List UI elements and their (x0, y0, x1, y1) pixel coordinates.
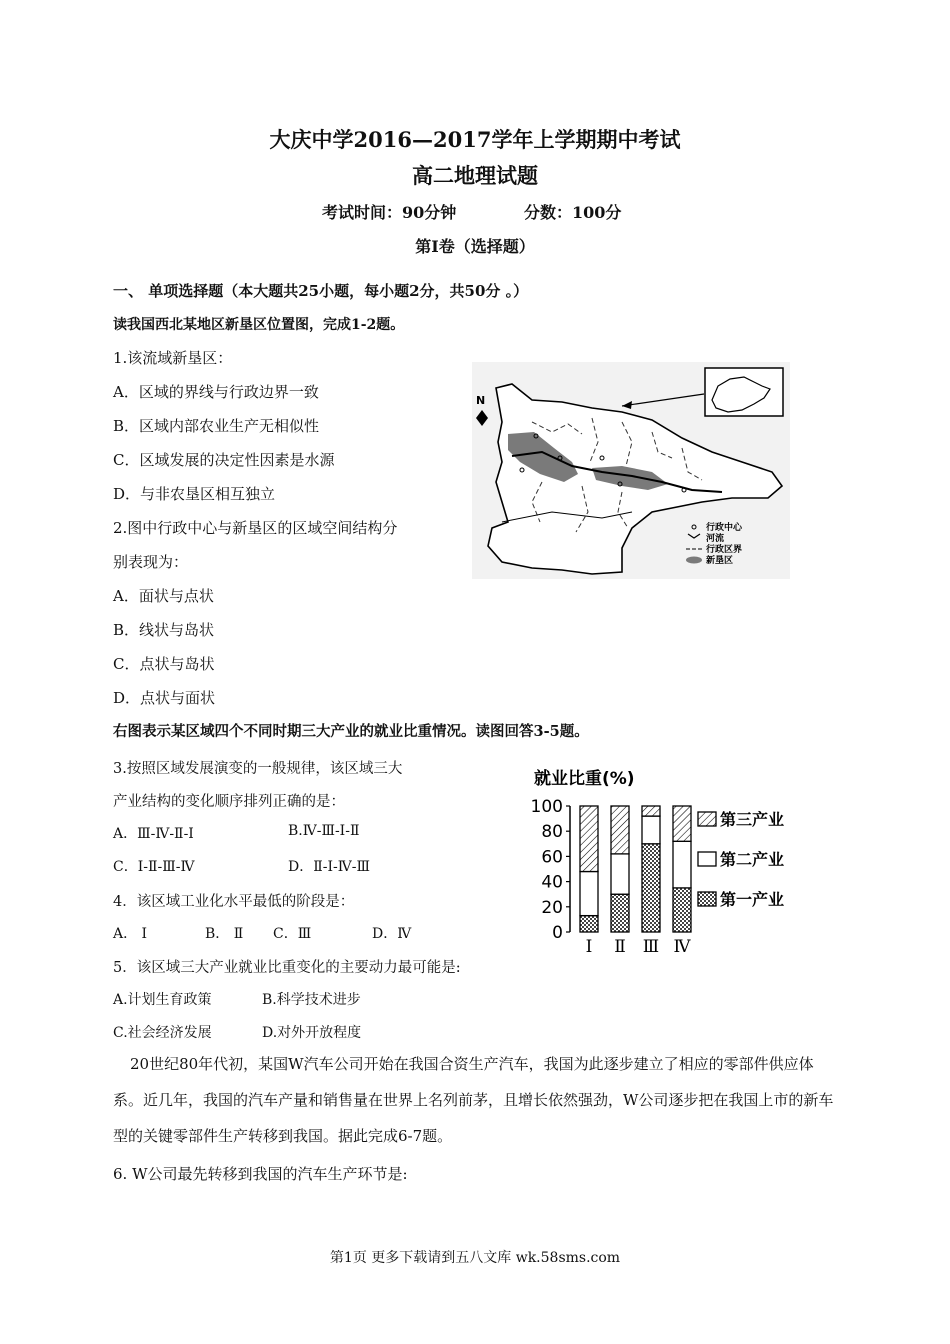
exam-subtitle: 高二地理试题 (412, 163, 538, 188)
section-intro: 读我国西北某地区新垦区位置图，完成1-2题。 (113, 317, 405, 333)
y-tick-label: 0 (552, 923, 563, 943)
page-footer: 第1页 更多下载请到五八文库 wk.58sms.com (329, 1250, 621, 1266)
q3-stem-line2: 产业结构的变化顺序排列正确的是： (113, 794, 345, 810)
q4-stem: 4．该区域工业化水平最低的阶段是： (113, 894, 355, 910)
q5-option-a: A.计划生育政策 (113, 992, 212, 1008)
q4-option-b: B． Ⅱ (205, 926, 244, 942)
chart-intro: 右图表示某区域四个不同时期三大产业的就业比重情况。读图回答3-5题。 (113, 723, 589, 740)
q3-option-b: B.Ⅳ-Ⅲ-Ⅰ-Ⅱ (288, 823, 360, 839)
legend-center-label: 行政中心 (706, 523, 743, 533)
exam-title: 大庆中学2016—2017学年上学期期中考试 (269, 127, 681, 152)
q2-option-a: A．面状与点状 (113, 587, 214, 605)
legend-reclaimed-label: 新垦区 (706, 556, 734, 566)
bar-segment-第二产业 (642, 816, 660, 844)
q2-stem-line2: 别表现为： (113, 553, 189, 571)
bar-segment-第一产业 (580, 916, 598, 932)
reclamation-map (472, 362, 790, 579)
q4-option-d: D．Ⅳ (372, 926, 412, 942)
volume-title: 第Ⅰ卷（选择题） (415, 237, 535, 256)
legend-label: 第二产业 (720, 850, 785, 869)
q2-option-d: D．点状与面状 (113, 689, 216, 707)
bar-segment-第一产业 (611, 894, 629, 932)
q1-option-c: C．区域发展的决定性因素是水源 (113, 451, 335, 469)
exam-time: 考试时间：90分钟 (322, 203, 457, 222)
q5-option-b: B.科学技术进步 (262, 992, 361, 1008)
x-tick-label: Ⅲ (642, 937, 660, 957)
exam-score: 分数：100分 (524, 203, 622, 222)
bar-segment-第二产业 (611, 854, 629, 894)
q5-option-c: C.社会经济发展 (113, 1025, 212, 1041)
q2-stem-line1: 2.图中行政中心与新垦区的区域空间结构分 (113, 519, 398, 537)
q1-option-b: B．区域内部农业生产无相似性 (113, 417, 320, 435)
y-tick-label: 60 (541, 847, 563, 868)
legend-boundary-label: 行政区界 (706, 545, 743, 555)
bar-segment-第三产业 (673, 806, 691, 841)
q5-option-d: D.对外开放程度 (262, 1025, 362, 1041)
bar-segment-第三产业 (580, 806, 598, 872)
y-tick-label: 40 (541, 872, 563, 893)
north-label: N (476, 394, 486, 407)
q3-option-c: C．Ⅰ-Ⅱ-Ⅲ-Ⅳ (113, 859, 195, 875)
legend-river-label: 河流 (706, 534, 725, 544)
legend-swatch (698, 812, 716, 826)
y-tick-label: 20 (541, 897, 563, 918)
legend-label: 第三产业 (720, 810, 785, 829)
q2-option-b: B．线状与岛状 (113, 621, 215, 639)
x-tick-label: Ⅱ (614, 937, 626, 957)
q3-option-d: D．Ⅱ-Ⅰ-Ⅳ-Ⅲ (288, 859, 370, 875)
passage-text: 20世纪80年代初，某国W汽车公司开始在我国合资生产汽车，我国为此逐步建立了相应的零部件供应体系。近几年，我国的汽车产量和销售量在世界上名列前茅，且增长依然强劲，W公司逐步把在我国上市的新车型的关键零部件生产转移到我国。据此完成6-7题。 (113, 1055, 834, 1145)
q4-option-a: A． Ⅰ (113, 926, 148, 942)
bar-segment-第一产业 (673, 888, 691, 932)
q3-option-a: A．Ⅲ-Ⅳ-Ⅱ-Ⅰ (113, 826, 194, 842)
bar-segment-第三产业 (642, 806, 660, 816)
y-tick-label: 100 (530, 797, 563, 817)
q2-option-c: C．点状与岛状 (113, 655, 215, 673)
legend-label: 第一产业 (720, 890, 785, 909)
legend-swatch (698, 892, 716, 906)
q6-stem: 6. W公司最先转移到我国的汽车生产环节是: (113, 1165, 408, 1183)
q1-option-a: A．区域的界线与行政边界一致 (113, 383, 319, 401)
legend-reclaimed-icon (686, 557, 702, 564)
bar-segment-第二产业 (673, 841, 691, 888)
bar-segment-第一产业 (642, 844, 660, 932)
bar-segment-第三产业 (611, 806, 629, 854)
y-tick-label: 80 (541, 822, 563, 843)
q4-option-c: C．Ⅲ (273, 926, 312, 942)
chart-title: 就业比重(%) (534, 769, 635, 789)
bar-segment-第二产业 (580, 872, 598, 916)
section-heading: 一、 单项选择题（本大题共25小题，每小题2分，共50分 。） (113, 282, 529, 300)
employment-chart (522, 762, 792, 962)
q1-option-d: D．与非农垦区相互独立 (113, 485, 276, 503)
q3-stem-line1: 3.按照区域发展演变的一般规律，该区域三大 (113, 761, 403, 777)
x-tick-label: Ⅳ (673, 937, 691, 957)
q5-stem: 5．该区域三大产业就业比重变化的主要动力最可能是: (113, 960, 461, 976)
x-tick-label: Ⅰ (585, 937, 593, 957)
legend-swatch (698, 852, 716, 866)
q1-stem: 1.该流域新垦区： (113, 349, 233, 367)
